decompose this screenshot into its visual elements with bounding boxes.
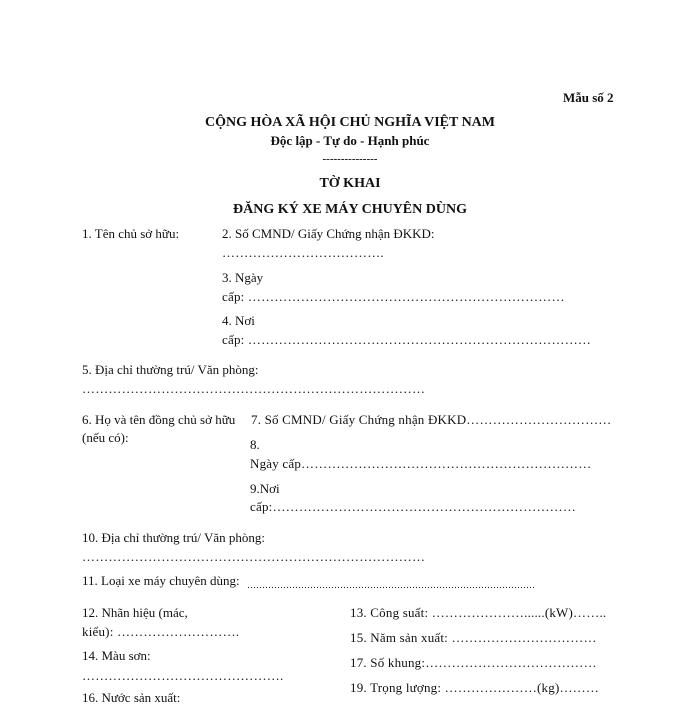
issue-place-field[interactable]: cấp: …………………………………………………………………… (222, 332, 592, 347)
country-name: CỘNG HÒA XÃ HỘI CHỦ NGHĨA VIỆT NAM (204, 115, 495, 130)
paint-color-label: 14. Màu sơn: (82, 648, 151, 663)
brand-field[interactable]: kiểu): ………………………. (82, 624, 240, 639)
paint-color-field[interactable]: ………………………………………. (82, 668, 284, 683)
issue-date-field[interactable]: cấp: ……………………………………………………………… (222, 289, 565, 304)
co-owner-issue-date-label: 8. (250, 437, 260, 452)
id-number-label: 2. Số CMND/ Giấy Chứng nhận ĐKKD: (222, 226, 435, 241)
co-owner-address-label: 10. Địa chỉ thường trú/ Văn phòng: (82, 530, 266, 545)
co-owner-issue-place-field[interactable]: cấp:…………………………………………………………… (250, 499, 577, 514)
form-code: Mẫu số 2 (563, 90, 614, 105)
co-owner-issue-date-field[interactable]: Ngày cấp………………………………………………………… (250, 456, 592, 471)
power-field[interactable]: 13. Công suất: …………………......(kW)…….. (350, 605, 607, 620)
form-subtitle: ĐĂNG KÝ XE MÁY CHUYÊN DÙNG (233, 202, 467, 217)
chassis-number-field[interactable]: 17. Số khung:………………………………… (350, 655, 597, 670)
address-field[interactable]: …………………………………………………………………… (82, 381, 426, 396)
manufacture-year-field[interactable]: 15. Năm sản xuất: …………………………… (350, 630, 597, 645)
vehicle-type-label: 11. Loại xe máy chuyên dùng: (82, 573, 240, 588)
vehicle-type-field[interactable]: …………………………………………………………………………………… (247, 580, 535, 590)
brand-label: 12. Nhãn hiệu (mác, (82, 605, 188, 620)
header-separator: --------------- (322, 153, 378, 165)
issue-date-label: 3. Ngày (222, 270, 264, 285)
issue-place-label: 4. Nơi (222, 313, 255, 328)
co-owner-label: 6. Họ và tên đồng chủ sở hữu (82, 412, 236, 427)
co-owner-id-field[interactable]: 7. Số CMND/ Giấy Chứng nhận ĐKKD…………………………… (251, 412, 612, 427)
co-owner-label-note: (nếu có): (82, 430, 129, 445)
co-owner-issue-place-label: 9.Nơi (250, 481, 280, 496)
id-number-field[interactable]: ………………………………. (222, 245, 384, 260)
country-of-manufacture-label: 16. Nước sản xuất: (82, 690, 181, 705)
address-label: 5. Địa chỉ thường trú/ Văn phòng: (82, 362, 259, 377)
national-motto: Độc lập - Tự do - Hạnh phúc (270, 133, 430, 148)
weight-field[interactable]: 19. Trọng lượng: …………………(kg)……… (350, 680, 600, 695)
co-owner-address-field[interactable]: …………………………………………………………………… (82, 549, 426, 564)
form-title: TỜ KHAI (319, 176, 381, 191)
owner-name-label: 1. Tên chủ sở hữu: (82, 226, 180, 241)
